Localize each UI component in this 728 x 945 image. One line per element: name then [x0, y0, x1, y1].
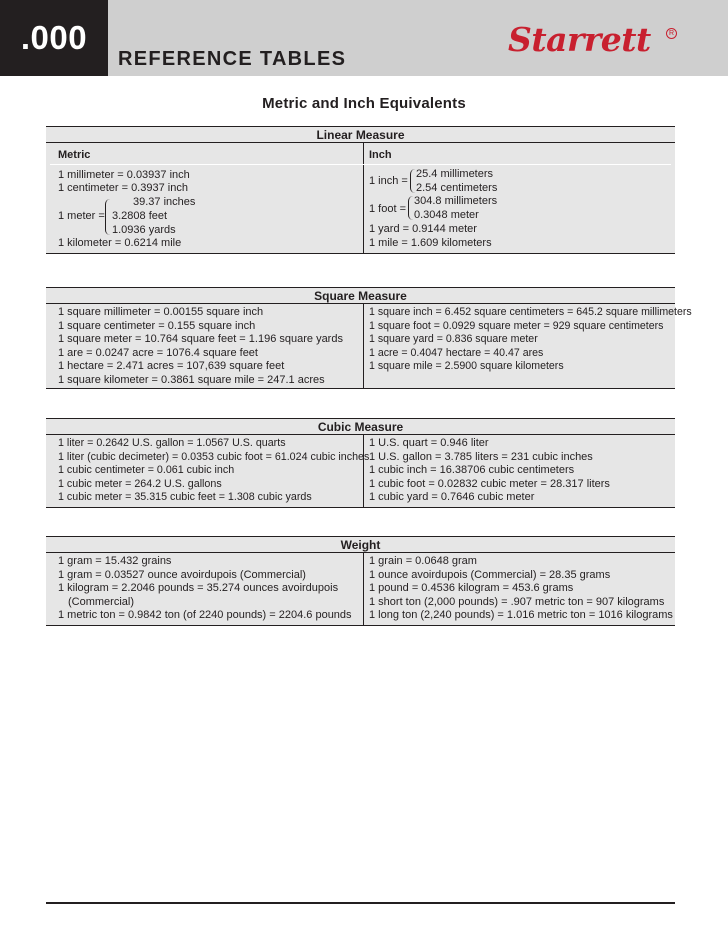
footer-rule	[46, 902, 675, 904]
list-item: 1 hectare = 2.471 acres = 107,639 square feet	[58, 360, 285, 373]
list-item: 1 ounce avoirdupois (Commercial) = 28.35 grams	[369, 568, 611, 581]
weight-section	[46, 536, 675, 626]
list-item: (Commercial)	[68, 595, 134, 608]
section-tab: .000	[0, 0, 108, 76]
logo-text: Starrett	[508, 20, 651, 59]
weight-left-list	[58, 555, 352, 623]
linear-measure-section	[46, 126, 675, 254]
section-header	[46, 288, 675, 303]
list-item: 1 grain = 0.0648 gram	[369, 555, 477, 567]
list-item: 1 liter (cubic decimeter) = 0.0353 cubic foot = 61.024 cubic inches	[58, 450, 370, 463]
list-item: 1 cubic meter = 35.315 cubic feet = 1.308 cubic yards	[58, 491, 312, 504]
square-left-list	[58, 306, 343, 388]
list-item: 1 cubic foot = 0.02832 cubic meter = 28.317 liters	[369, 477, 610, 490]
column-divider	[363, 303, 364, 388]
cubic-left-list	[58, 437, 369, 505]
list-item: 1 square foot = 0.0929 square meter = 929 square centimeters	[369, 319, 664, 332]
list-item: 1 kilogram = 2.2046 pounds = 35.274 ounces avoirdupois	[58, 582, 339, 595]
meter-value-inches: 39.37 inches	[133, 196, 196, 208]
list-item: 1 cubic inch = 16.38706 cubic centimeters	[369, 464, 575, 477]
list-item: 1 pound = 0.4536 kilogram = 453.6 grams	[369, 582, 574, 595]
column-divider	[363, 552, 364, 625]
column-divider	[363, 142, 364, 253]
list-item: 1 square kilometer = 0.3861 square mile = 247.1 acres	[58, 373, 325, 386]
list-item: 1 cubic yard = 0.7646 cubic meter	[369, 491, 535, 504]
section-title: Linear Measure	[316, 128, 405, 142]
section-title: Weight	[340, 538, 381, 552]
section-title: Cubic Measure	[317, 420, 404, 434]
list-item: 1 square mile = 2.5900 square kilometers	[369, 360, 564, 373]
list-item: 1 are = 0.0247 acre = 1076.4 square feet	[58, 346, 258, 359]
list-item: 1 square millimeter = 0.00155 square inch	[58, 306, 264, 318]
brace-icon	[105, 199, 111, 235]
page-title: Metric and Inch Equivalents	[262, 95, 466, 112]
inch-prefix: 1 inch =	[369, 175, 408, 187]
list-item: 1 cubic meter = 264.2 U.S. gallons	[58, 477, 222, 490]
cubic-measure-section	[46, 418, 675, 508]
square-measure-section	[46, 287, 692, 389]
list-item: 1 cubic centimeter = 0.061 cubic inch	[58, 464, 235, 477]
list-item: 1 U.S. gallon = 3.785 liters = 231 cubic inches	[369, 450, 593, 463]
list-item: 1 liter = 0.2642 U.S. gallon = 1.0567 U.S. quarts	[58, 437, 286, 449]
foot-value-mm: 304.8 millimeters	[414, 195, 498, 207]
list-item: 1 long ton (2,240 pounds) = 1.016 metric ton = 1016 kilograms	[369, 609, 673, 622]
list-item: 1 square yard = 0.836 square meter	[369, 333, 538, 346]
section-header	[46, 127, 675, 142]
metric-mm: 1 millimeter = 0.03937 inch	[58, 169, 190, 181]
foot-prefix: 1 foot =	[369, 203, 407, 215]
registered-mark-icon: R	[666, 28, 677, 39]
inch-value-cm: 2.54 centimeters	[416, 182, 498, 194]
section-title: Square Measure	[314, 289, 407, 303]
list-item: 1 U.S. quart = 0.946 liter	[369, 437, 489, 449]
divider	[46, 552, 675, 553]
divider	[46, 303, 675, 304]
inch-yard: 1 yard = 0.9144 meter	[369, 223, 477, 235]
list-item: 1 gram = 15.432 grains	[58, 555, 172, 567]
section-header	[46, 537, 675, 552]
starrett-logo	[508, 20, 651, 64]
metric-header: Metric	[58, 149, 91, 161]
cubic-right-list	[369, 437, 610, 505]
list-item: 1 short ton (2,000 pounds) = .907 metric ton = 907 kilograms	[369, 595, 665, 608]
square-right-list	[369, 306, 692, 374]
inch-header: Inch	[369, 149, 392, 161]
foot-value-m: 0.3048 meter	[414, 209, 479, 221]
metric-km: 1 kilometer = 0.6214 mile	[58, 237, 182, 249]
inch-value-mm: 25.4 millimeters	[416, 168, 494, 180]
meter-value-feet: 3.2808 feet	[112, 210, 168, 222]
inch-mile: 1 mile = 1.609 kilometers	[369, 237, 492, 249]
list-item: 1 gram = 0.03527 ounce avoirdupois (Commercial)	[58, 568, 306, 581]
reference-tables-title: REFERENCE TABLES	[118, 48, 347, 70]
weight-right-list	[369, 555, 673, 623]
list-item: 1 square centimeter = 0.155 square inch	[58, 319, 256, 332]
section-header	[46, 419, 675, 434]
page-header	[0, 0, 728, 76]
divider	[46, 434, 675, 435]
divider	[46, 142, 675, 143]
list-item: 1 square inch = 6.452 square centimeters = 645.2 square millimeters	[369, 306, 692, 318]
list-item: 1 acre = 0.4047 hectare = 40.47 ares	[369, 346, 544, 359]
meter-prefix: 1 meter =	[58, 210, 105, 222]
meter-value-yards: 1.0936 yards	[112, 224, 176, 236]
list-item: 1 metric ton = 0.9842 ton (of 2240 pounds) = 2204.6 pounds	[58, 609, 352, 622]
metric-cm: 1 centimeter = 0.3937 inch	[58, 182, 188, 194]
list-item: 1 square meter = 10.764 square feet = 1.196 square yards	[58, 333, 343, 346]
subheader-rule	[50, 164, 671, 165]
